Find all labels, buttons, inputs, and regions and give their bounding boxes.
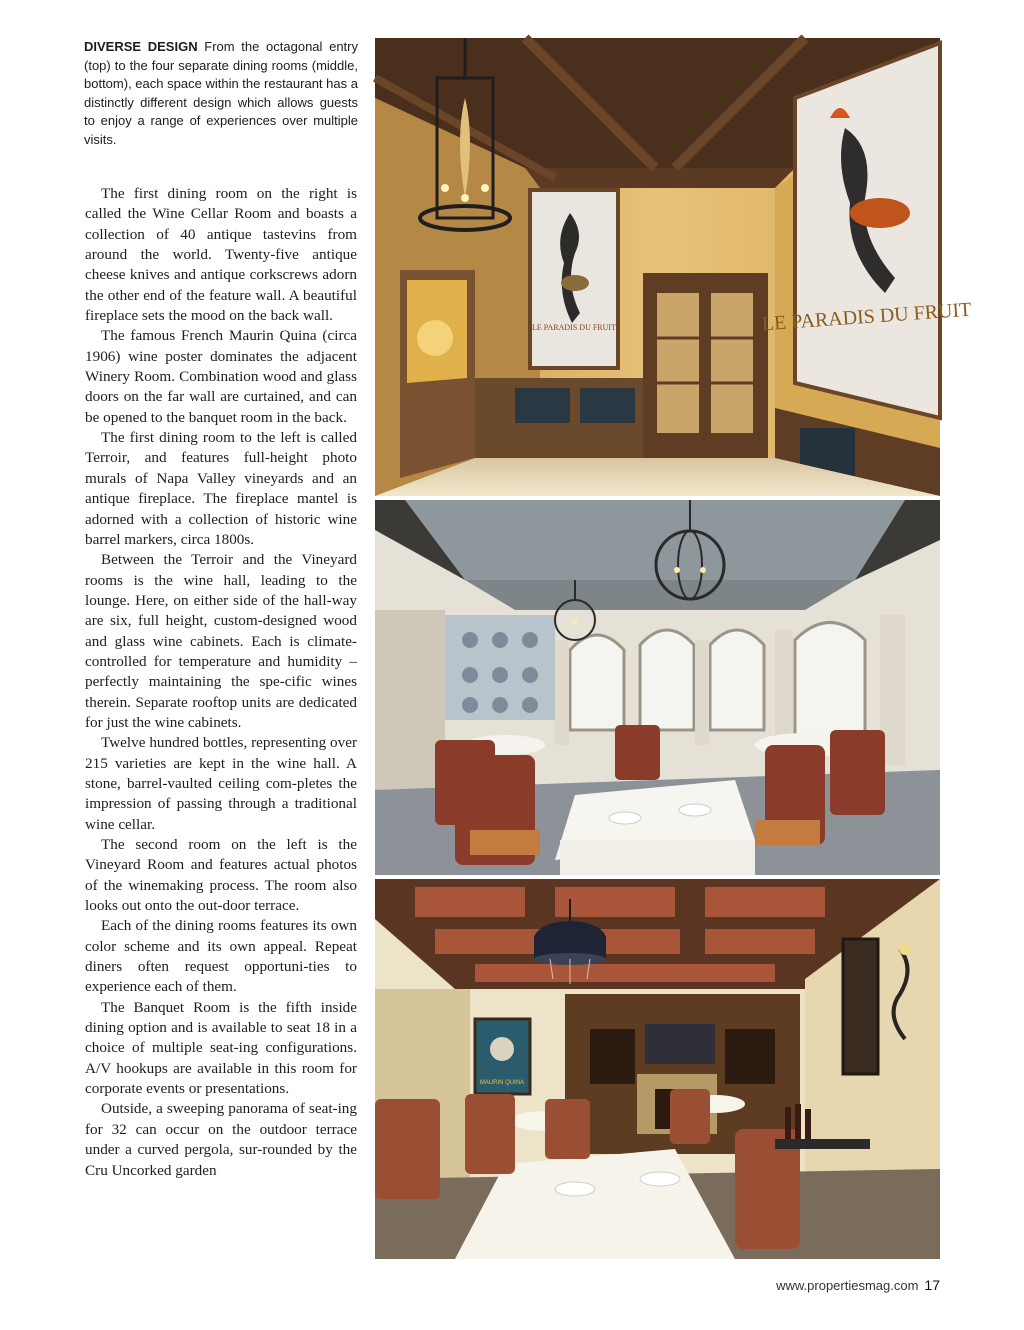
article-paragraph: Outside, a sweeping panorama of seat-ing for 32 can occur on the outdoor terrace under a curved pergola, sur-rounded by the Cru Uncorked garden (85, 1100, 357, 1179)
article-paragraph: The first dining room on the right is called the Wine Cellar Room and boasts a collection of 40 antique tastevins from around the world. Twenty-five antique cheese knives and antique corkscrews adorn the other end of the feature wall. A beautiful fireplace sets the mood on the back wall. (85, 185, 357, 325)
photo-caption (84, 38, 358, 150)
caption-text: From the octagonal entry (top) to the four separate dining rooms (middle, bottom), each space within the restaurant has a distinctly different design which allows guests to enjoy a range of experiences over multiple visits. (84, 39, 358, 147)
article-paragraph: Each of the dining rooms features its own color scheme and its own appeal. Repeat diners often request opportuni-ties to experience each of them. (85, 917, 357, 996)
article-body (85, 184, 357, 1181)
caption-heading: DIVERSE DESIGN (84, 39, 198, 54)
article-paragraph: The first dining room to the left is called Terroir, and features full-height photo murals of Napa Valley vineyards and an antique fireplace. The fireplace mantel is adorned with a collection of historic wine barrel markers, circa 1800s. (85, 429, 357, 548)
page-number: 17 (924, 1277, 940, 1293)
bottom-poster-text: MAURIN QUINA (479, 1080, 525, 1086)
article-paragraph: The famous French Maurin Quina (circa 1906) wine poster dominates the adjacent Winery Room. Combination wood and glass doors on the far wall are curtained, and can be opened to the banquet room in the back. (85, 327, 357, 426)
entry-room-photo (375, 38, 973, 496)
article-paragraph: Between the Terroir and the Vineyard rooms is the wine hall, leading to the lounge. Here, on either side of the hall-way are six, full height, custom-designed wood and glass wine cabinets. Each is climate-controlled for temperature and humidity – perfectly maintaining the spe-cific wines therein. Separate rooftop units are dedicated for just the wine cabinets. (85, 551, 357, 731)
dining-room-photo (375, 500, 940, 875)
article-paragraph: Twelve hundred bottles, representing over 215 varieties are kept in the wine hall. A stone, barrel-vaulted ceiling com-pletes the impression of passing through a traditional wine cellar. (85, 734, 357, 833)
article-paragraph: The second room on the left is the Vineyard Room and features actual photos of the winemaking process. The room also looks out onto the out-door terrace. (85, 836, 357, 915)
large-poster-text: LE PARADIS DU FRUIT (761, 298, 973, 336)
small-poster-text: LE PARADIS DU FRUIT (532, 323, 616, 332)
page-footer (776, 1277, 940, 1293)
article-paragraph: The Banquet Room is the fifth inside dining option and is available to seat 18 in a choice of multiple seat-ing configurations. A/V hookups are available in this room for corporate events or presentations. (85, 998, 357, 1098)
footer-url: www.propertiesmag.com (776, 1278, 919, 1293)
banquet-room-photo (375, 879, 940, 1259)
